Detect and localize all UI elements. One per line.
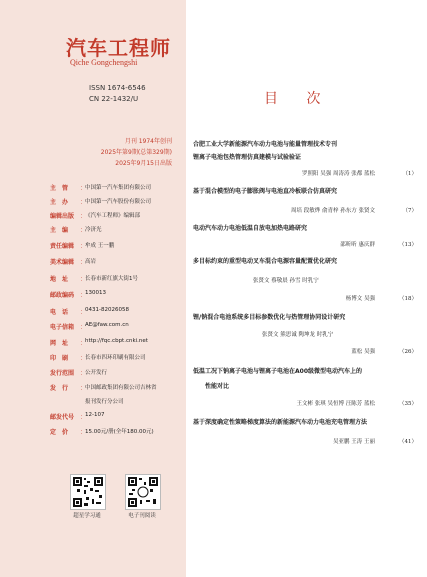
meta-value: 报刊发行分公司 — [85, 399, 124, 405]
meta-separator: ： — [80, 370, 87, 377]
meta-separator: ： — [80, 385, 87, 392]
toc-entry-page: （1） — [402, 171, 417, 177]
meta-label: 邮发代号 — [50, 414, 75, 421]
special-issue-header: 合肥工业大学新能源汽车动力电池与能量管理技术专刊 — [193, 141, 338, 148]
toc-entry-title[interactable]: 多目标约束的重型电动叉车混合电源容量配置优化研究 — [193, 258, 338, 265]
meta-separator: ： — [80, 259, 87, 266]
toc-entry-authors-cont: 蓝松 吴强 — [351, 349, 375, 355]
meta-label: 电 话 — [50, 309, 69, 316]
toc-entry-title-cont[interactable]: 性能对比 — [205, 383, 230, 390]
meta-separator: ： — [80, 292, 87, 299]
journal-pinyin: Qiche Gongchengshi — [70, 58, 138, 67]
meta-row-postcode — [50, 290, 106, 299]
meta-separator: ： — [80, 324, 87, 331]
meta-label: 编辑出版 — [50, 213, 75, 220]
meta-value: AE@faw.com.cn — [85, 322, 129, 328]
meta-value: 长春市新红旗大街1号 — [85, 276, 138, 282]
toc-entry-title[interactable]: 锂/钠混合电池系统多目标参数优化与热管理协同设计研究 — [193, 314, 346, 321]
toc-entry-authors: 王文彬 张琪 吴恒博 汪陈芳 蓝松 — [296, 401, 375, 407]
issue-number: 2025年第9期(总第329期) — [100, 149, 172, 156]
toc-entry-authors: 周培 段敏烨 俞青梓 孙东方 张贤文 — [291, 208, 375, 214]
meta-separator: ： — [80, 199, 87, 206]
qr-code-ejournal[interactable] — [125, 474, 161, 510]
toc-entry-page: （7） — [402, 208, 417, 214]
meta-row-distribution-scope — [50, 368, 107, 377]
meta-value: 0431-82026058 — [85, 307, 129, 313]
meta-label: 主 管 — [50, 185, 69, 192]
meta-value: http://fqc.cbpt.cnki.net — [85, 338, 148, 344]
meta-row-chief-editor — [50, 225, 102, 234]
toc-entry-page: （26） — [399, 349, 417, 355]
issn: ISSN 1674-6546 — [89, 84, 146, 92]
publish-date: 2025年9月15日出版 — [115, 160, 172, 167]
meta-value: 长春市四环印刷有限公司 — [85, 355, 146, 361]
toc-entry-title[interactable]: 基于深度确定性策略梯度算法的新能源汽车动力电池充电管理方法 — [193, 419, 368, 426]
meta-row-editor — [50, 211, 140, 220]
toc-entry-title[interactable]: 基于混合模型的电子膨胀阀与电池直冷板联合仿真研究 — [193, 188, 338, 195]
table-of-contents — [186, 0, 427, 577]
meta-value: 中国第一汽车股份有限公司 — [85, 199, 152, 205]
meta-value: 牟成 王一鹏 — [85, 243, 115, 249]
meta-label: 主 办 — [50, 199, 69, 206]
meta-row-email — [50, 322, 129, 331]
qr-caption-ejournal: 电子刊阅读 — [128, 513, 156, 519]
journal-title: 汽车工程师 — [66, 36, 171, 60]
toc-entry-authors: 邵昕昕 惠庆群 — [340, 242, 375, 248]
meta-separator: ： — [80, 185, 87, 192]
meta-row-website — [50, 338, 148, 347]
meta-separator: ： — [80, 309, 87, 316]
frequency: 月刊 1974年创刊 — [124, 138, 172, 145]
meta-row-distributor — [50, 383, 157, 392]
meta-label: 地 址 — [50, 276, 69, 283]
meta-label: 发 行 — [50, 385, 69, 392]
toc-entry-authors: 吴亚鹏 王涛 王丽 — [333, 439, 375, 445]
meta-row-supervisor — [50, 183, 151, 192]
toc-entry-page: （35） — [399, 401, 417, 407]
meta-separator: ： — [80, 213, 87, 220]
toc-entry-authors: 张贤文 熊思诚 陶坤龙 时乳宁 — [262, 332, 334, 338]
meta-value: 中国邮政集团有限公司吉林省 — [85, 385, 157, 391]
meta-separator: ： — [80, 227, 87, 234]
toc-entry-authors: 罗照阳 吴强 周涛涛 张都 蓝松 — [302, 171, 375, 177]
meta-separator: ： — [80, 340, 87, 347]
meta-value: 130013 — [85, 290, 106, 296]
toc-entry-title[interactable]: 电动汽车动力电池低温自放电加热电路研究 — [193, 225, 308, 232]
cover-info-panel — [0, 0, 186, 577]
meta-label: 主 编 — [50, 227, 69, 234]
meta-separator: ： — [80, 414, 87, 421]
qr-caption-chaoxing: 超星学习通 — [73, 513, 101, 519]
meta-label: 电子信箱 — [50, 324, 75, 331]
meta-row-art-editor — [50, 257, 96, 266]
toc-entry-page: （13） — [399, 242, 417, 248]
meta-label: 印 刷 — [50, 355, 69, 362]
meta-value: 12-107 — [85, 412, 105, 418]
meta-separator: ： — [80, 355, 87, 362]
meta-value: 中国第一汽车集团有限公司 — [85, 185, 152, 191]
meta-row-address — [50, 274, 138, 283]
meta-row-price — [50, 427, 154, 436]
meta-separator: ： — [80, 429, 87, 436]
meta-value: 公开发行 — [85, 370, 108, 376]
meta-row-postal-code — [50, 412, 104, 421]
meta-value: 《汽车工程师》编辑部 — [85, 213, 141, 219]
meta-separator: ： — [80, 243, 87, 250]
cn-number: CN 22-1432/U — [89, 95, 139, 103]
toc-entry-authors: 张贤文 蔡敬晨 孙雪 时乳宁 — [253, 278, 319, 284]
meta-value: 15.00元/册(全年180.00元) — [85, 429, 154, 435]
toc-entry-authors-cont: 杨博文 吴强 — [345, 296, 375, 302]
toc-entry-page: （18） — [399, 296, 417, 302]
meta-label: 邮政编码 — [50, 292, 75, 299]
meta-label: 定 价 — [50, 429, 69, 436]
toc-entry-title[interactable]: 锂离子电池包热管理仿真建模与试验验证 — [193, 154, 302, 161]
meta-row-responsible-editor — [50, 241, 114, 250]
toc-entry-page: （41） — [399, 439, 417, 445]
meta-value: 高岩 — [85, 259, 97, 265]
toc-title: 目 次 — [264, 91, 333, 107]
meta-label: 责任编辑 — [50, 243, 75, 250]
meta-row-sponsor — [50, 197, 151, 206]
toc-entry-title[interactable]: 低温工况下钠离子电池与锂离子电池在A00级微型电动汽车上的 — [193, 368, 362, 375]
qr-code-chaoxing[interactable] — [70, 474, 106, 510]
meta-label: 发行范围 — [50, 370, 75, 377]
meta-row-distributor-cont — [50, 397, 124, 405]
meta-value: 冷济光 — [85, 227, 102, 233]
meta-label: 美术编辑 — [50, 259, 75, 266]
meta-separator: ： — [80, 276, 87, 283]
meta-row-printer — [50, 353, 146, 362]
meta-row-phone — [50, 307, 129, 316]
meta-label: 网 址 — [50, 340, 69, 347]
